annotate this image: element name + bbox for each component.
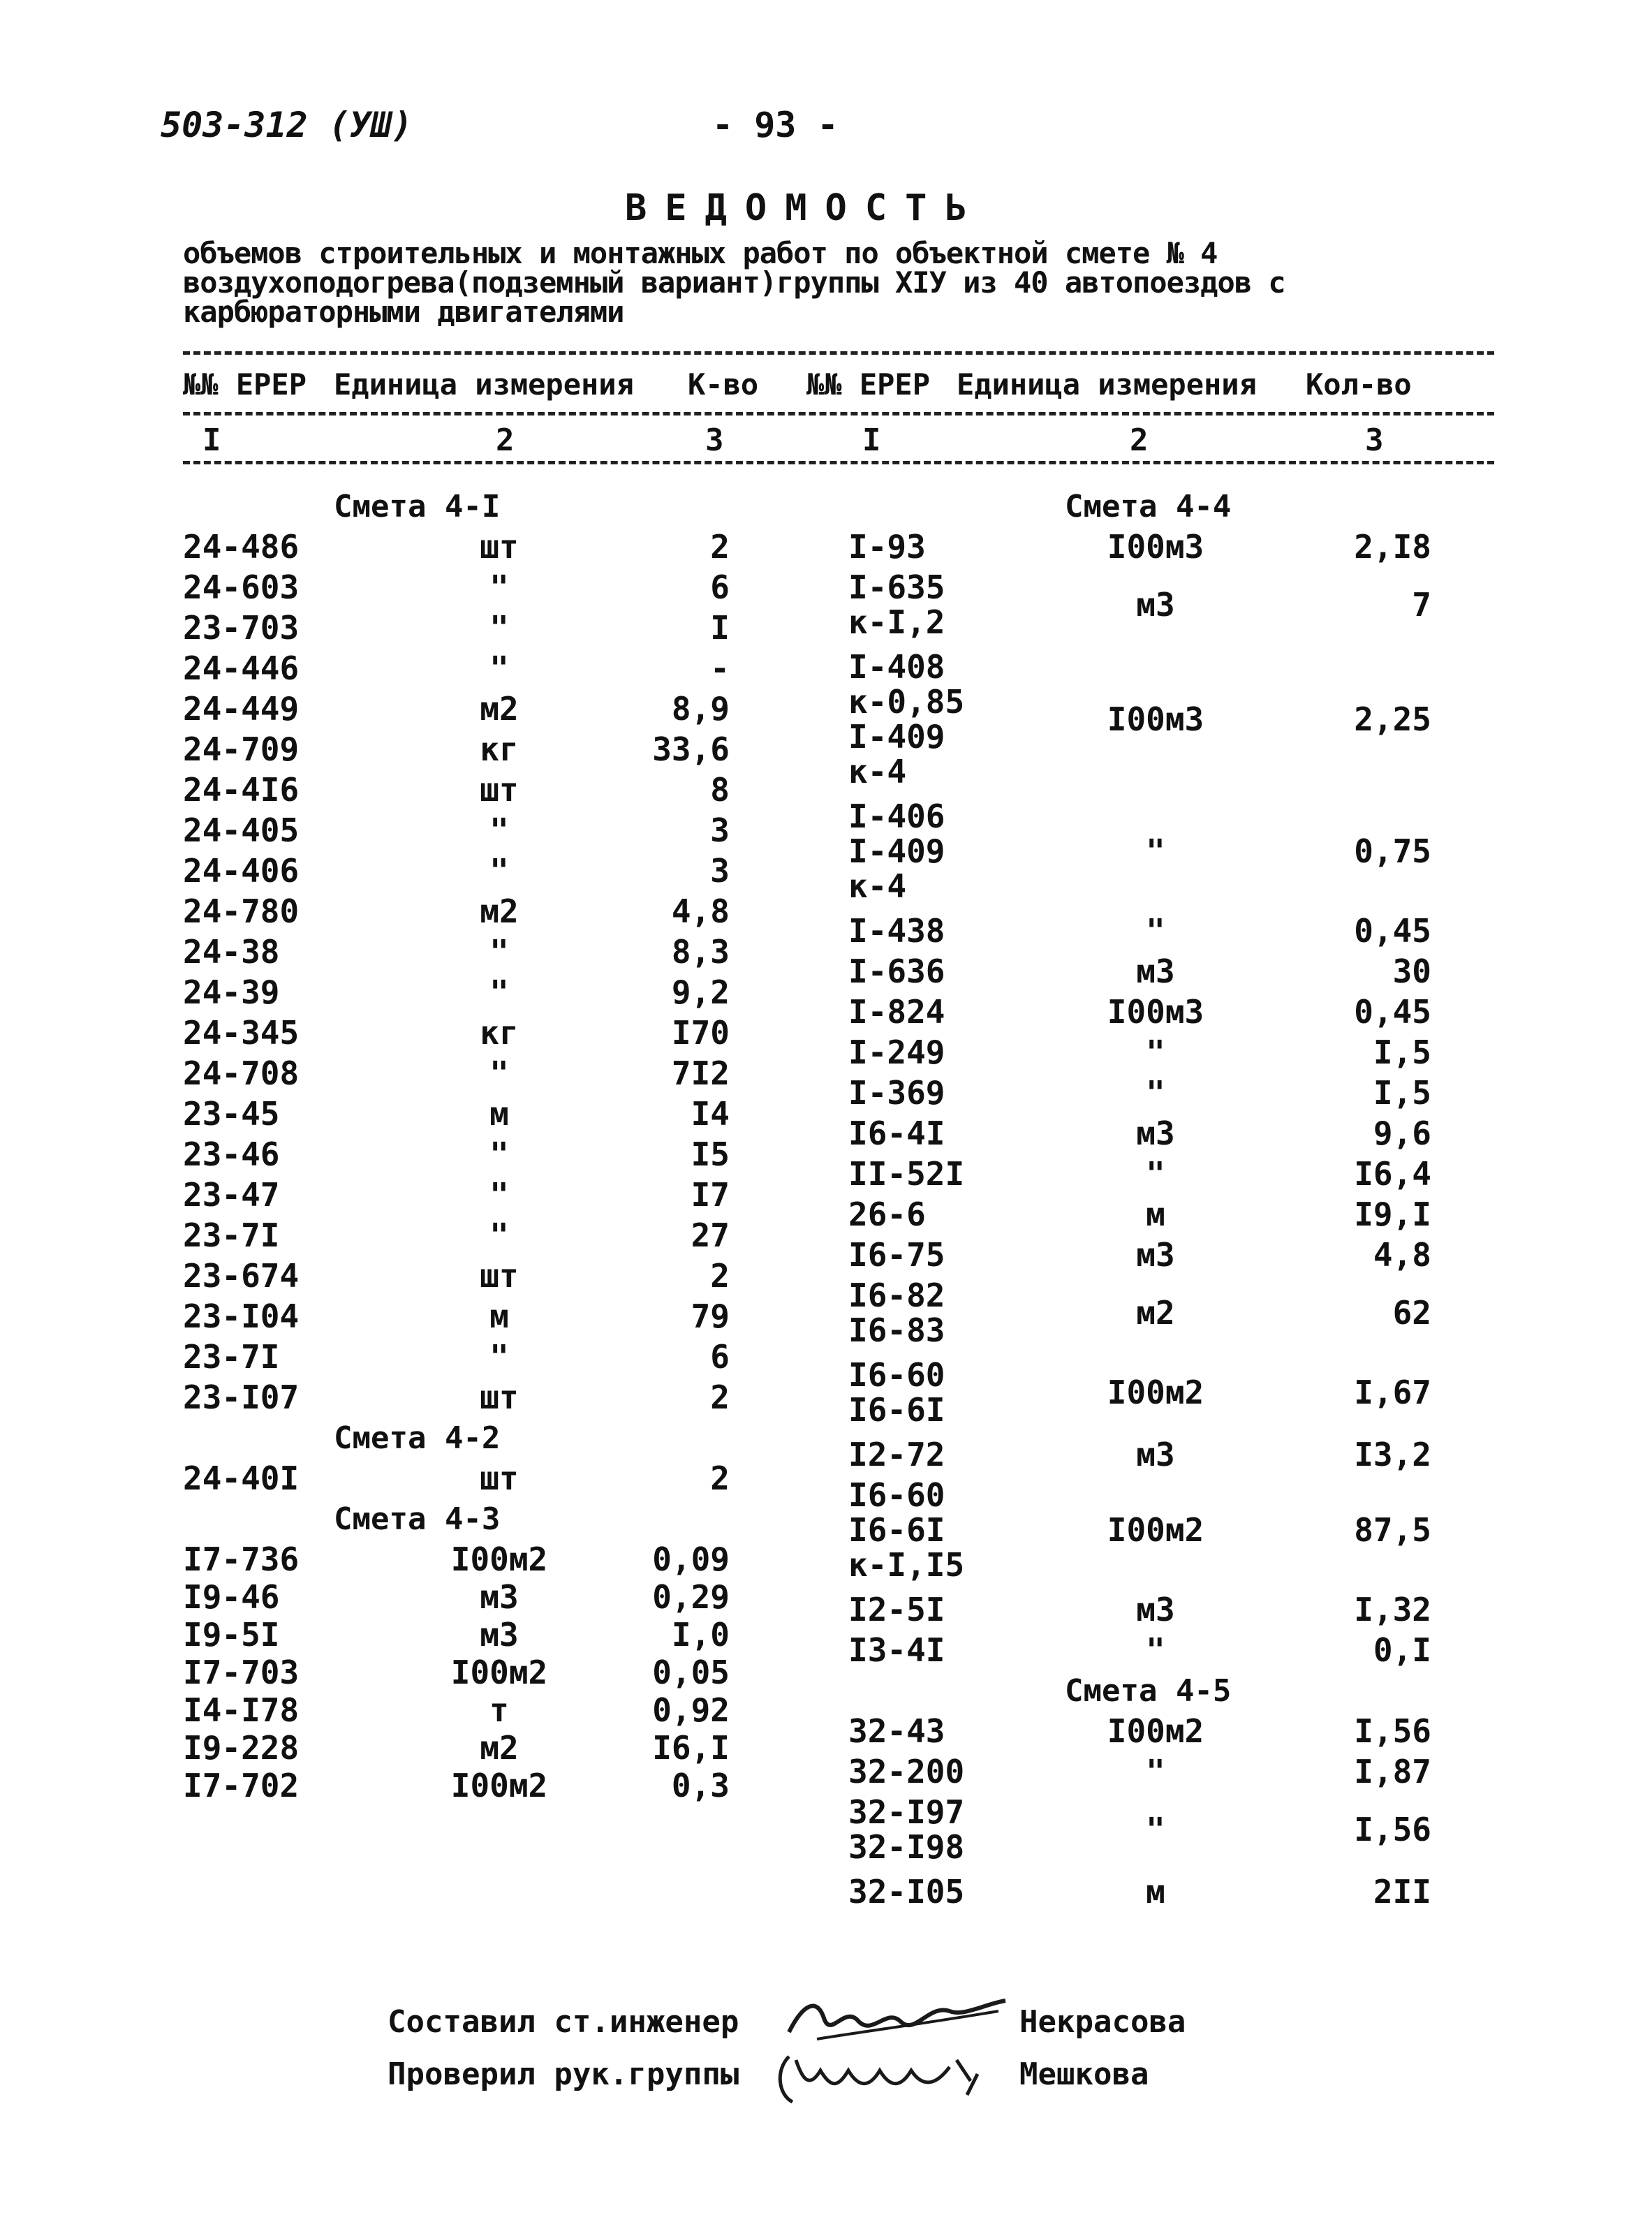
right-qty-cell: I,5 <box>1373 1074 1431 1112</box>
right-qty-cell: I,87 <box>1354 1753 1431 1790</box>
left-code-cell: I9-228 <box>183 1729 300 1767</box>
left-qty-cell: 0,29 <box>652 1578 730 1616</box>
right-code-cell: I2-72 <box>848 1436 945 1473</box>
left-unit-cell: т <box>489 1691 509 1729</box>
left-unit-cell: м <box>489 1095 509 1133</box>
right-unit-header: Единица измерения <box>957 367 1257 402</box>
left-code-cell: 24-405 <box>183 811 300 849</box>
right-code-cell: 32-43 <box>848 1712 945 1750</box>
left-code-cell: 24-486 <box>183 528 300 566</box>
right-code-cell: 32-I98 <box>848 1828 965 1866</box>
subtitle-line-3: карбюраторными двигателями <box>183 295 624 329</box>
left-unit-cell: шт <box>480 1378 519 1416</box>
left-code-cell: 23-I07 <box>183 1378 300 1416</box>
left-code-cell: I7-702 <box>183 1767 300 1804</box>
right-unit-cell: I00м3 <box>1107 700 1204 738</box>
right-unit-cell: м <box>1146 1873 1165 1911</box>
left-code-cell: 24-709 <box>183 730 300 768</box>
left-unit-cell: " <box>489 811 509 849</box>
right-qty-cell: 0,75 <box>1354 832 1431 870</box>
left-unit-cell: м2 <box>480 1729 519 1767</box>
column-number-4: I <box>862 422 881 458</box>
left-unit-cell: " <box>489 933 509 971</box>
left-unit-cell: шт <box>480 1257 519 1295</box>
right-qty-cell: 2II <box>1373 1873 1431 1911</box>
right-unit-cell: м3 <box>1136 952 1175 990</box>
right-code-cell: I2-5I <box>848 1591 945 1628</box>
left-qty-cell: 2 <box>710 1378 730 1416</box>
left-qty-cell: I7 <box>691 1176 730 1214</box>
divider-numbers <box>183 461 1494 464</box>
left-unit-cell: " <box>489 568 509 606</box>
doc-code: 503-312 <box>161 105 308 145</box>
left-unit-cell: " <box>489 609 509 647</box>
right-section-title: Смета 4-4 <box>1065 489 1232 524</box>
left-code-cell: 23-I04 <box>183 1297 300 1335</box>
left-qty-cell: 8,3 <box>671 933 730 971</box>
left-code-cell: 24-39 <box>183 973 280 1011</box>
left-unit-cell: I00м2 <box>450 1540 548 1578</box>
right-unit-cell: м2 <box>1136 1294 1175 1332</box>
right-qty-cell: I,56 <box>1354 1811 1431 1848</box>
right-code-cell: I6-6I <box>848 1511 945 1549</box>
left-code-cell: 23-7I <box>183 1216 280 1254</box>
right-qty-cell: 30 <box>1392 952 1431 990</box>
left-unit-cell: м2 <box>480 690 519 728</box>
right-code-cell: I6-82 <box>848 1277 945 1314</box>
left-qty-cell: I70 <box>671 1014 730 1052</box>
left-code-cell: I7-703 <box>183 1654 300 1691</box>
right-qty-cell: I,32 <box>1354 1591 1431 1628</box>
left-qty-cell: 2 <box>710 528 730 566</box>
left-qty-cell: 4,8 <box>671 892 730 930</box>
left-unit-cell: " <box>489 973 509 1011</box>
right-unit-cell: м3 <box>1136 1114 1175 1152</box>
right-code-cell: I-369 <box>848 1074 945 1112</box>
right-code-cell: I6-83 <box>848 1311 945 1349</box>
right-qty-cell: 4,8 <box>1373 1236 1431 1274</box>
column-number-6: 3 <box>1365 422 1384 458</box>
right-unit-cell: м3 <box>1136 586 1175 624</box>
left-unit-cell: " <box>489 1054 509 1092</box>
left-code-cell: 24-406 <box>183 852 300 890</box>
subtitle-line-2: воздухоподогрева(подземный вариант)группы ХIУ из 40 автопоездов с <box>183 265 1285 300</box>
left-qty-header: К-во <box>688 367 759 402</box>
document-code <box>161 105 413 145</box>
right-code-cell: 32-200 <box>848 1753 965 1790</box>
checked-by-role: Проверил рук.группы <box>388 2057 739 2092</box>
left-qty-cell: 2 <box>710 1257 730 1295</box>
right-qty-cell: 0,I <box>1373 1631 1431 1669</box>
left-code-cell: I4-I78 <box>183 1691 300 1729</box>
right-unit-cell: " <box>1146 1033 1165 1071</box>
left-code-cell: 24-780 <box>183 892 300 930</box>
left-qty-cell: I,0 <box>671 1616 730 1654</box>
right-unit-cell: " <box>1146 832 1165 870</box>
divider-top <box>183 351 1494 355</box>
left-unit-cell: " <box>489 852 509 890</box>
left-qty-cell: 3 <box>710 852 730 890</box>
right-qty-cell: 9,6 <box>1373 1114 1431 1152</box>
right-code-cell: I6-6I <box>848 1391 945 1429</box>
doc-volume: (УШ) <box>328 105 413 145</box>
right-qty-cell: I6,4 <box>1354 1155 1431 1193</box>
right-code-cell: I-406 <box>848 797 945 835</box>
right-code-cell: II-52I <box>848 1155 965 1193</box>
document-title: ВЕДОМОСТЬ <box>625 187 985 229</box>
left-section-title: Смета 4-I <box>334 489 501 524</box>
right-qty-cell: 2,25 <box>1354 700 1431 738</box>
right-code-cell: I-93 <box>848 528 926 566</box>
left-unit-cell: м3 <box>480 1616 519 1654</box>
column-number-2: 2 <box>496 422 515 458</box>
right-section-title: Смета 4-5 <box>1065 1673 1232 1709</box>
right-code-cell: 32-I05 <box>848 1873 965 1911</box>
right-qty-cell: 87,5 <box>1354 1511 1431 1549</box>
right-unit-cell: I00м2 <box>1107 1374 1204 1411</box>
left-code-cell: 23-45 <box>183 1095 280 1133</box>
right-code-cell: I-409 <box>848 718 945 756</box>
right-qty-cell: I,56 <box>1354 1712 1431 1750</box>
right-unit-cell: " <box>1146 1631 1165 1669</box>
left-qty-cell: 8,9 <box>671 690 730 728</box>
right-unit-cell: м3 <box>1136 1236 1175 1274</box>
left-code-cell: 23-703 <box>183 609 300 647</box>
left-code-cell: 24-38 <box>183 933 280 971</box>
divider-header <box>183 412 1494 415</box>
left-qty-cell: 7I2 <box>671 1054 730 1092</box>
left-qty-cell: 3 <box>710 811 730 849</box>
right-code-cell: к-0,85 <box>848 683 965 721</box>
right-code-cell: к-4 <box>848 867 907 905</box>
right-code-cell: I-824 <box>848 993 945 1031</box>
right-unit-cell: " <box>1146 1753 1165 1790</box>
left-code-cell: 24-4I6 <box>183 771 300 809</box>
right-code-cell: I-636 <box>848 952 945 990</box>
left-qty-cell: 0,09 <box>652 1540 730 1578</box>
left-qty-cell: 9,2 <box>671 973 730 1011</box>
right-unit-cell: I00м2 <box>1107 1712 1204 1750</box>
right-code-cell: 26-6 <box>848 1196 926 1233</box>
left-section-title: Смета 4-2 <box>334 1420 501 1456</box>
right-qty-header: Кол-во <box>1306 367 1412 402</box>
left-unit-cell: " <box>489 1338 509 1376</box>
left-unit-cell: " <box>489 649 509 687</box>
left-code-cell: 23-674 <box>183 1257 300 1295</box>
right-unit-cell: м3 <box>1136 1591 1175 1628</box>
left-unit-header: Единица измерения <box>334 367 634 402</box>
left-code-cell: I7-736 <box>183 1540 300 1578</box>
right-code-cell: I-438 <box>848 912 945 950</box>
left-qty-cell: I6,I <box>652 1729 730 1767</box>
right-unit-cell: м3 <box>1136 1436 1175 1473</box>
left-qty-cell: 0,05 <box>652 1654 730 1691</box>
left-unit-cell: шт <box>480 771 519 809</box>
right-code-cell: I-408 <box>848 648 945 686</box>
right-unit-cell: I00м2 <box>1107 1511 1204 1549</box>
right-code-cell: I6-60 <box>848 1476 945 1514</box>
left-code-header: №№ ЕРЕР <box>183 367 307 402</box>
left-code-cell: I9-5I <box>183 1616 280 1654</box>
right-code-cell: I6-4I <box>848 1114 945 1152</box>
left-unit-cell: " <box>489 1216 509 1254</box>
left-unit-cell: шт <box>480 528 519 566</box>
column-number-1: I <box>202 422 221 458</box>
left-code-cell: 24-603 <box>183 568 300 606</box>
right-unit-cell: " <box>1146 1074 1165 1112</box>
left-code-cell: 24-345 <box>183 1014 300 1052</box>
right-unit-cell: I00м3 <box>1107 993 1204 1031</box>
right-unit-cell: " <box>1146 1155 1165 1193</box>
left-qty-cell: 2 <box>710 1459 730 1497</box>
right-code-cell: 32-I97 <box>848 1793 965 1831</box>
left-unit-cell: м3 <box>480 1578 519 1616</box>
right-code-cell: I6-60 <box>848 1356 945 1394</box>
checker-name: Мешкова <box>1019 2057 1149 2092</box>
right-code-cell: I-635 <box>848 568 945 606</box>
left-qty-cell: 0,3 <box>671 1767 730 1804</box>
right-unit-cell: I00м3 <box>1107 528 1204 566</box>
left-qty-cell: - <box>710 649 730 687</box>
left-qty-cell: 33,6 <box>652 730 730 768</box>
right-qty-cell: I9,I <box>1354 1196 1431 1233</box>
checker-signature <box>768 2039 991 2116</box>
left-qty-cell: I5 <box>691 1135 730 1173</box>
right-code-header: №№ ЕРЕР <box>806 367 931 402</box>
compiled-by-role: Составил ст.инженер <box>388 2004 739 2040</box>
right-qty-cell: I,5 <box>1373 1033 1431 1071</box>
right-code-cell: I6-75 <box>848 1236 945 1274</box>
left-unit-cell: I00м2 <box>450 1654 548 1691</box>
right-qty-cell: 7 <box>1412 586 1431 624</box>
left-code-cell: 24-449 <box>183 690 300 728</box>
right-code-cell: I-409 <box>848 832 945 870</box>
page-number: - 93 - <box>712 105 839 145</box>
left-code-cell: 23-7I <box>183 1338 280 1376</box>
left-unit-cell: " <box>489 1176 509 1214</box>
right-unit-cell: " <box>1146 912 1165 950</box>
left-code-cell: I9-46 <box>183 1578 280 1616</box>
compiled-by-row <box>388 2004 739 2040</box>
column-number-5: 2 <box>1130 422 1149 458</box>
left-qty-cell: 79 <box>691 1297 730 1335</box>
left-code-cell: 24-446 <box>183 649 300 687</box>
left-code-cell: 24-40I <box>183 1459 300 1497</box>
right-unit-cell: " <box>1146 1811 1165 1848</box>
left-qty-cell: 6 <box>710 568 730 606</box>
right-code-cell: к-4 <box>848 753 907 790</box>
right-qty-cell: 2,I8 <box>1354 528 1431 566</box>
right-code-cell: I-249 <box>848 1033 945 1071</box>
left-code-cell: 23-46 <box>183 1135 280 1173</box>
left-unit-cell: шт <box>480 1459 519 1497</box>
left-qty-cell: I <box>710 609 730 647</box>
left-unit-cell: кг <box>480 730 519 768</box>
left-qty-cell: 6 <box>710 1338 730 1376</box>
compiler-name: Некрасова <box>1019 2004 1186 2040</box>
left-unit-cell: I00м2 <box>450 1767 548 1804</box>
right-code-cell: I3-4I <box>848 1631 945 1669</box>
left-unit-cell: кг <box>480 1014 519 1052</box>
column-number-3: 3 <box>705 422 724 458</box>
left-code-cell: 23-47 <box>183 1176 280 1214</box>
right-unit-cell: м <box>1146 1196 1165 1233</box>
right-qty-cell: 0,45 <box>1354 993 1431 1031</box>
right-qty-cell: 0,45 <box>1354 912 1431 950</box>
left-qty-cell: 0,92 <box>652 1691 730 1729</box>
left-qty-cell: I4 <box>691 1095 730 1133</box>
subtitle-line-1: объемов строительных и монтажных работ по объектной смете № 4 <box>183 236 1218 270</box>
right-qty-cell: I3,2 <box>1354 1436 1431 1473</box>
left-unit-cell: " <box>489 1135 509 1173</box>
left-code-cell: 24-708 <box>183 1054 300 1092</box>
right-code-cell: к-I,I5 <box>848 1546 965 1584</box>
left-qty-cell: 27 <box>691 1216 730 1254</box>
right-qty-cell: 62 <box>1392 1294 1431 1332</box>
right-code-cell: к-I,2 <box>848 603 945 641</box>
left-section-title: Смета 4-3 <box>334 1501 501 1537</box>
checked-by-row <box>388 2057 739 2092</box>
right-qty-cell: I,67 <box>1354 1374 1431 1411</box>
left-unit-cell: м <box>489 1297 509 1335</box>
left-qty-cell: 8 <box>710 771 730 809</box>
left-unit-cell: м2 <box>480 892 519 930</box>
